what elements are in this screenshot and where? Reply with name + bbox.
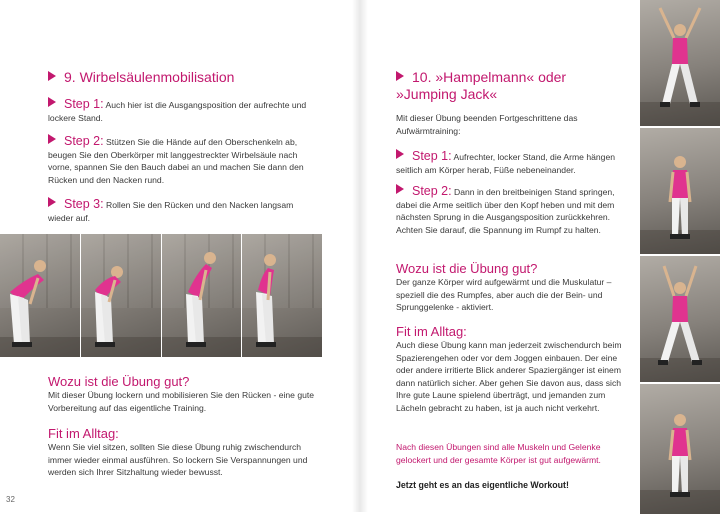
step-2-paragraph [48,134,320,186]
daily-heading: Fit im Alltag: [396,324,467,339]
bullet-arrow-icon [396,184,404,194]
step-1-label: Step 1: [412,149,452,163]
page-number: 32 [6,495,15,504]
why-heading: Wozu ist die Übung gut? [48,374,190,389]
step-1-paragraph [48,97,320,124]
exercise-photo-4 [242,234,323,357]
final-text: Jetzt geht es an das eigentliche Workout! [396,480,569,490]
bullet-arrow-icon [48,197,56,207]
step-2-label: Step 2: [412,184,452,198]
section-title-9 [48,69,234,86]
jumping-jack-photo-column [640,0,720,512]
exercise-photo-1 [0,234,81,357]
step-1-label: Step 1: [64,97,104,111]
jumping-jack-photo-4 [640,384,720,514]
jumping-jack-photo-1 [640,0,720,128]
exercise-photo-3 [162,234,243,357]
daily-text: Wenn Sie viel sitzen, sollten Sie diese Übung ruhig zwischendurch immer wieder einmal ausführen. So lockern Sie Verspannungen und werden sich Ihrer Sitzhaltung wieder bewusst. [48,442,308,477]
why-text: Der ganze Körper wird aufgewärmt und die Muskulatur – speziell die des Rumpfes, aber auch die der Bein- und Sprunggelenke - aktiviert. [396,277,612,312]
bullet-arrow-icon [48,97,56,107]
step-1-text: Auch hier ist die Ausgangsposition der aufrechte und lockere Stand. [48,100,307,123]
bullet-arrow-icon [396,71,404,81]
jumping-jack-photo-3 [640,256,720,384]
intro-text: Mit dieser Übung beenden Fortgeschrittene das Aufwärmtraining: [396,113,578,136]
step-2-text: Stützen Sie die Hände auf den Oberschenkeln ab, beugen Sie den Oberkörper mit langgestreckter Wirbelsäule nach vorne, spannen Sie den Bauch dabei an und machen Sie dann den Rücken und den Nacken rund. [48,137,304,185]
why-heading: Wozu ist die Übung gut? [396,261,538,276]
step-2-text: Dann in den breitbeinigen Stand springen, dabei die Arme seitlich über den Kopf heben und mit dem nächsten Sprung in die Ausgangsposition zurückkehren. Achten Sie darauf, die Spannung im Rumpf zu halten. [396,187,615,235]
jumping-jack-photo-2 [640,128,720,256]
section-title-text: 10. »Hampelmann« oder »Jumping Jack« [396,69,567,102]
daily-heading: Fit im Alltag: [48,426,119,441]
exercise-photo-2 [81,234,162,357]
bullet-arrow-icon [48,71,56,81]
bullet-arrow-icon [396,149,404,159]
step-3-label: Step 3: [64,197,104,211]
left-page [0,0,360,512]
step-1-paragraph [396,149,634,176]
step-1-text: Aufrechter, locker Stand, die Arme hängen seitlich am Körper herab, Füße nebeneinander. [396,152,616,175]
step-3-paragraph [48,197,320,224]
exercise-photo-strip [0,234,323,357]
why-text: Mit dieser Übung lockern und mobilisieren Sie den Rücken - eine gute Vorbereitung auf das eigentliche Training. [48,390,315,413]
daily-text: Auch diese Übung kann man jederzeit zwischendurch beim Spazierengehen oder vor dem Joggen einbauen. Der eine oder andere irritierte Blick anderer Spaziergänger ist einem dann natürlich sicher. Aber gehen Sie davon aus, dass sich Ihre gute Laune spielend überträgt, und jemanden zum Lächeln gebracht zu haben, ist ja auch nicht verkehrt. [396,340,622,413]
step-3-text: Rollen Sie den Rücken und den Nacken langsam wieder auf. [48,200,294,223]
section-title-10 [396,69,586,103]
note-text: Nach diesen Übungen sind alle Muskeln und Gelenke gelockert und der gesamte Körper ist gut aufgewärmt. [396,442,601,465]
step-2-label: Step 2: [64,134,104,148]
section-title-text: 9. Wirbelsäulenmobilisation [64,69,235,85]
bullet-arrow-icon [48,134,56,144]
step-2-paragraph [396,184,634,236]
